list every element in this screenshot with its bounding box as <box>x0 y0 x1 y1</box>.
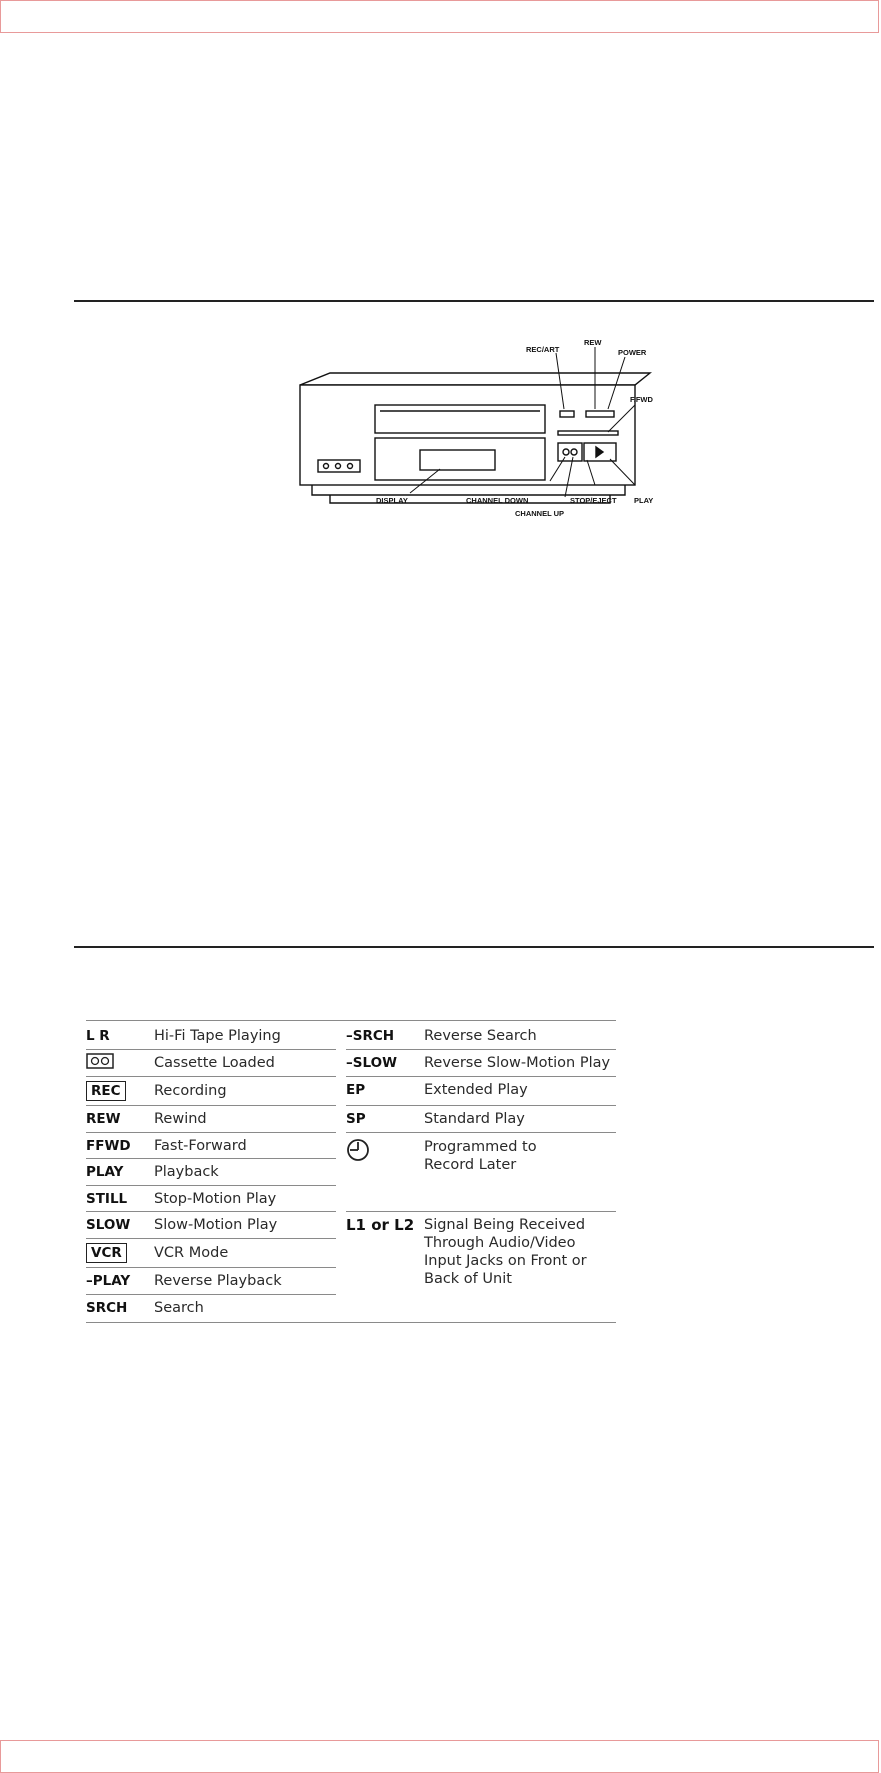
legend-row <box>86 1107 207 1131</box>
legend-row <box>346 1078 528 1102</box>
vcr-body-drawing <box>300 373 650 503</box>
legend-description: Recording <box>154 1083 227 1099</box>
legend-symbol: –PLAY <box>86 1273 131 1289</box>
label-power: POWER <box>618 348 647 357</box>
legend-row <box>86 1078 227 1104</box>
legend-divider <box>86 1185 336 1186</box>
legend-description: Reverse Search <box>424 1028 537 1044</box>
legend-top-rule <box>86 1020 616 1021</box>
legend-description: Standard Play <box>424 1111 525 1127</box>
legend-description: Cassette Loaded <box>154 1055 275 1071</box>
legend-description: Reverse Slow-Motion Play <box>424 1055 611 1071</box>
legend-symbol: SP <box>346 1111 366 1127</box>
legend-divider <box>86 1132 336 1133</box>
legend-divider <box>86 1076 336 1077</box>
legend-description: Extended Play <box>424 1082 528 1098</box>
page-bottom-border <box>0 1740 879 1773</box>
legend-row <box>86 1240 228 1266</box>
legend-description: Slow-Motion Play <box>154 1217 278 1233</box>
legend-row <box>346 1024 537 1048</box>
legend-row <box>346 1216 604 1296</box>
legend-symbol: L R <box>86 1028 110 1044</box>
label-channel-down: CHANNEL DOWN <box>466 496 529 505</box>
legend-divider <box>86 1238 336 1239</box>
legend-row <box>346 1138 584 1184</box>
legend-divider <box>86 1211 336 1212</box>
legend-description: Fast-Forward <box>154 1138 247 1154</box>
legend-symbol: SRCH <box>86 1300 128 1316</box>
legend-description: Programmed to Record Later <box>424 1139 537 1173</box>
cassette-icon <box>86 1053 154 1073</box>
legend-description: Hi-Fi Tape Playing <box>154 1028 281 1044</box>
legend-divider <box>346 1211 616 1212</box>
legend-row <box>86 1134 247 1158</box>
legend-symbol: FFWD <box>86 1138 131 1154</box>
legend-row <box>86 1024 281 1048</box>
legend-row <box>346 1051 610 1075</box>
legend-row <box>86 1187 276 1211</box>
legend-divider <box>346 1049 616 1050</box>
legend-symbol: –SRCH <box>346 1028 395 1044</box>
label-channel-up: CHANNEL UP <box>515 509 565 518</box>
section-divider-top <box>74 300 874 302</box>
legend-row <box>86 1160 219 1184</box>
label-rec-art: REC/ART <box>526 345 560 354</box>
legend-description: Playback <box>154 1164 219 1180</box>
legend-divider <box>86 1294 336 1295</box>
section-divider-middle <box>74 946 874 948</box>
vcr-indicator: VCR <box>86 1243 127 1263</box>
legend-symbol: L1 or L2 <box>346 1216 415 1234</box>
label-ffwd: F.FWD <box>630 395 653 404</box>
legend-symbol: PLAY <box>86 1164 124 1180</box>
legend-divider <box>86 1049 336 1050</box>
label-play: PLAY <box>634 496 654 505</box>
legend-symbol: REW <box>86 1111 121 1127</box>
legend-symbol: –SLOW <box>346 1055 397 1071</box>
legend-symbol: STILL <box>86 1191 128 1207</box>
legend-divider <box>86 1105 336 1106</box>
legend-description: VCR Mode <box>154 1245 229 1261</box>
legend-row <box>86 1051 275 1075</box>
page-top-border <box>0 0 879 33</box>
label-rew: REW <box>584 338 602 347</box>
legend-divider <box>346 1105 616 1106</box>
legend-row <box>86 1213 277 1237</box>
legend-divider <box>86 1267 336 1268</box>
legend-description: Rewind <box>154 1111 207 1127</box>
legend-divider <box>346 1132 616 1133</box>
legend-description: Signal Being Received Through Audio/Video Input Jacks on Front or Back of Unit <box>424 1217 587 1287</box>
vcr-front-panel-diagram <box>290 335 670 535</box>
legend-symbol: EP <box>346 1082 366 1098</box>
label-display: DISPLAY <box>376 496 408 505</box>
legend-description: Search <box>154 1300 204 1316</box>
legend-divider <box>346 1076 616 1077</box>
legend-divider <box>86 1158 336 1159</box>
rec-indicator: REC <box>86 1081 126 1101</box>
label-stop-eject: STOP/EJECT <box>570 496 617 505</box>
clock-icon <box>346 1138 424 1166</box>
legend-bottom-rule <box>86 1322 616 1323</box>
legend-symbol: SLOW <box>86 1217 131 1233</box>
legend-description: Stop-Motion Play <box>154 1191 277 1207</box>
legend-row <box>86 1269 282 1293</box>
legend-row <box>346 1107 525 1131</box>
legend-description: Reverse Playback <box>154 1273 282 1289</box>
legend-row <box>86 1296 204 1320</box>
